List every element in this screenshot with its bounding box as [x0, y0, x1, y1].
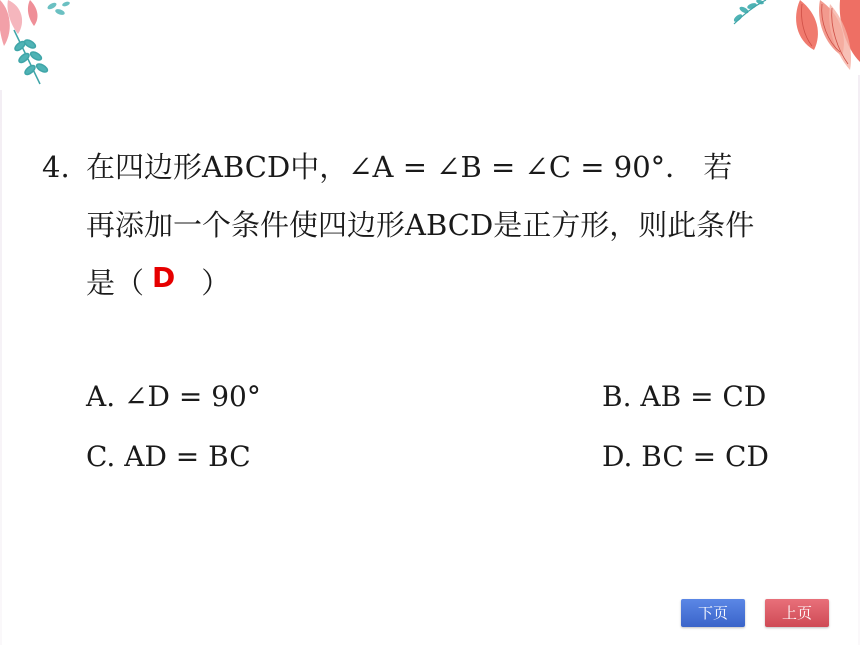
floral-decoration-left	[0, 0, 80, 90]
question-block	[42, 138, 832, 312]
question-line-3	[42, 254, 832, 312]
question-line-1	[42, 138, 832, 196]
option-b: B. AB = CD	[602, 380, 767, 413]
left-border-line	[0, 90, 2, 645]
question-number: 4.	[42, 150, 70, 184]
option-c: C. AD = BC	[86, 440, 251, 473]
question-line-2	[42, 196, 832, 254]
next-page-button[interactable]: 下页	[681, 599, 745, 627]
question-text-line-1: 在四边形ABCD中，∠A = ∠B = ∠C = 90°． 若	[86, 150, 733, 184]
option-a: A. ∠D = 90°	[86, 380, 261, 413]
previous-page-button[interactable]: 上页	[765, 599, 829, 627]
option-d: D. BC = CD	[602, 440, 769, 473]
question-text-line-2: 再添加一个条件使四边形ABCD是正方形，则此条件	[86, 208, 755, 242]
options-row-1	[86, 380, 806, 440]
answer-text: D	[152, 261, 176, 294]
floral-decoration-right	[730, 0, 860, 75]
question-text-line-3-prefix: 是（	[86, 266, 145, 300]
question-text-line-3-suffix: ）	[201, 266, 231, 300]
options-block	[86, 380, 806, 500]
options-row-2	[86, 440, 806, 500]
